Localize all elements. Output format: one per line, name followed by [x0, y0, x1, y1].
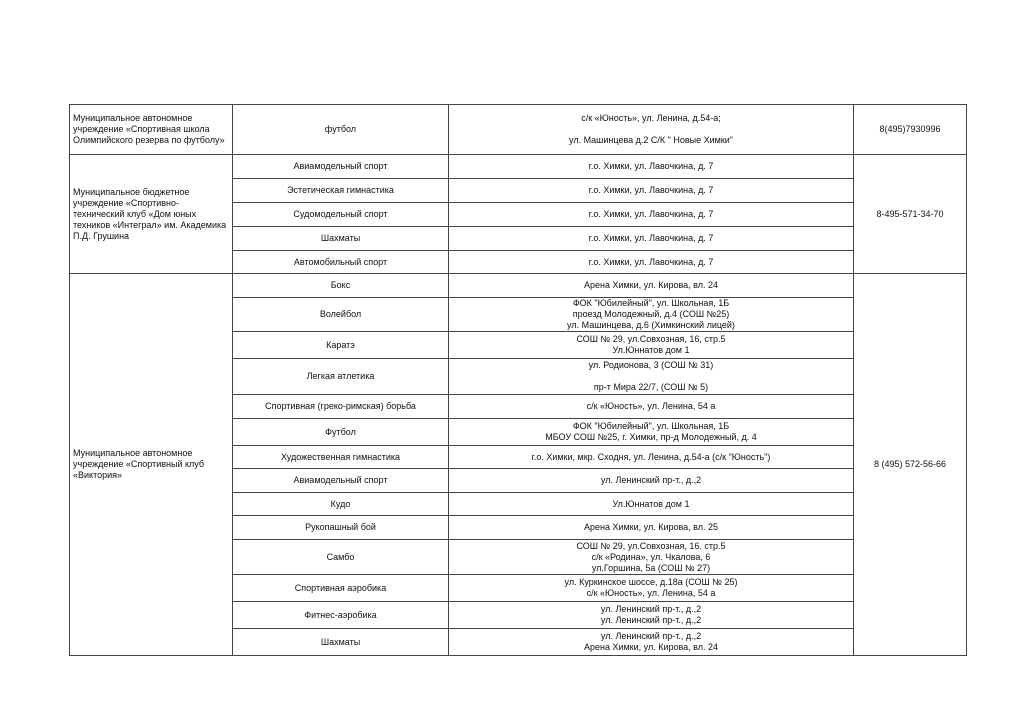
phone-cell: 8-495-571-34-70 — [854, 155, 967, 274]
address-cell — [449, 227, 854, 251]
address-line: Арена Химки, ул. Кирова, вл. 24 — [583, 280, 719, 290]
address-line: пр-т Мира 22/7, (СОШ № 5) — [593, 382, 709, 392]
address-line: ФОК "Юбилейный", ул. Школьная, 1Б — [572, 298, 730, 308]
sport-cell: Шахматы — [233, 227, 449, 251]
address-line: Ул.Юннатов дом 1 — [612, 498, 690, 509]
address-cell — [449, 298, 854, 332]
address-line: проезд Молодежный, д.4 (СОШ №25) — [572, 309, 730, 319]
address-cell — [449, 602, 854, 629]
address-line: с/к «Юность», ул. Ленина, 54 а — [586, 401, 716, 411]
address-line: с/к «Родина», ул. Чкалова, 6 — [591, 551, 711, 562]
sport-cell: Кудо — [233, 493, 449, 516]
phone-cell: 8 (495) 572-56-66 — [854, 274, 967, 656]
organization-name-cell: Муниципальное автономное учреждение «Спортивная школа Олимпийского резерва по футболу» — [70, 105, 233, 155]
phone-cell: 8(495)7930996 — [854, 105, 967, 155]
address-cell — [449, 155, 854, 179]
sport-cell: Футбол — [233, 419, 449, 446]
address-spacer — [452, 124, 850, 135]
address-line: г.о. Химки, ул. Лавочкина, д. 7 — [588, 161, 714, 171]
address-line: Ул.Юннатов дом 1 — [612, 345, 690, 355]
address-cell — [449, 105, 854, 155]
address-cell — [449, 419, 854, 446]
sport-cell: Художественная гимнастика — [233, 446, 449, 469]
sport-cell: Легкая атлетика — [233, 359, 449, 395]
address-line: Арена Химки, ул. Кирова, вл. 25 — [583, 522, 719, 532]
sport-cell: Спортивная аэробика — [233, 575, 449, 602]
sport-cell: Волейбол — [233, 298, 449, 332]
address-line: ул. Куркинское шоссе, д.18а (СОШ № 25) — [564, 577, 738, 587]
sport-cell: Спортивная (греко-римская) борьба — [233, 395, 449, 419]
table-row — [70, 155, 967, 179]
address-cell — [449, 359, 854, 395]
address-cell — [449, 516, 854, 540]
address-line: ул. Машинцева д.2 С/К " Новые Химки" — [569, 135, 733, 145]
address-line: ул. Родионова, 3 (СОШ № 31) — [588, 360, 714, 370]
address-line: ул. Ленинский пр-т., д.,2 — [600, 615, 702, 625]
address-line: ул. Ленинский пр-т., д.,2 — [600, 604, 702, 614]
address-cell — [449, 332, 854, 359]
sport-cell: Фитнес-аэробика — [233, 602, 449, 629]
address-cell — [449, 446, 854, 469]
address-cell — [449, 575, 854, 602]
sport-cell: Авиамодельный спорт — [233, 155, 449, 179]
sport-cell: Рукопашный бой — [233, 516, 449, 540]
sport-cell: Бокс — [233, 274, 449, 298]
address-line: СОШ № 29, ул.Совхозная, 16. стр.5 — [576, 540, 726, 551]
address-line: МБОУ СОШ №25, г. Химки, пр-д Молодежный, д. 4 — [545, 432, 757, 442]
table-row — [70, 105, 967, 155]
sport-cell: Автомобильный спорт — [233, 251, 449, 274]
organization-name-cell: Муниципальное автономное учреждение «Спортивный клуб «Виктория» — [70, 274, 233, 656]
address-line: г.о. Химки, ул. Лавочкина, д. 7 — [588, 233, 714, 243]
address-cell — [449, 274, 854, 298]
organization-name-cell: Муниципальное бюджетное учреждение «Спортивно-технический клуб «Дом юных техников «Интеграл» им. Академика П.Д. Грушина — [70, 155, 233, 274]
sports-schedule-table — [69, 104, 967, 656]
sport-cell: Самбо — [233, 540, 449, 575]
address-cell — [449, 493, 854, 516]
sport-cell: Эстетическая гимнастика — [233, 179, 449, 203]
address-line: Арена Химки, ул. Кирова, вл. 24 — [583, 642, 719, 652]
address-line: г.о. Химки, мкр. Сходня, ул. Ленина, д.54-а (с/к "Юность") — [531, 451, 771, 462]
address-cell — [449, 540, 854, 575]
address-line: г.о. Химки, ул. Лавочкина, д. 7 — [588, 209, 714, 219]
address-line: ул.Горшина, 5а (СОШ № 27) — [591, 562, 711, 573]
address-line: г.о. Химки, ул. Лавочкина, д. 7 — [588, 256, 714, 267]
address-spacer — [452, 371, 850, 382]
address-cell — [449, 469, 854, 493]
address-line: ул. Ленинский пр-т., д.,2 — [600, 475, 702, 485]
address-cell — [449, 251, 854, 274]
address-cell — [449, 395, 854, 419]
sport-cell: Шахматы — [233, 629, 449, 656]
sport-cell: Судомодельный спорт — [233, 203, 449, 227]
address-cell — [449, 629, 854, 656]
address-line: ул. Ленинский пр-т., д.,2 — [600, 631, 702, 641]
address-cell — [449, 203, 854, 227]
sport-cell: Авиамодельный спорт — [233, 469, 449, 493]
address-line: СОШ № 29, ул.Совхозная, 16, стр.5 — [576, 334, 726, 344]
address-line: ФОК "Юбилейный", ул. Школьная, 1Б — [572, 421, 730, 431]
address-line: г.о. Химки, ул. Лавочкина, д. 7 — [588, 185, 714, 195]
table-row — [70, 274, 967, 298]
address-line: ул. Машинцева, д.6 (Химкинский лицей) — [567, 320, 735, 330]
address-cell — [449, 179, 854, 203]
sport-cell: футбол — [233, 105, 449, 155]
sport-cell: Каратэ — [233, 332, 449, 359]
address-line: с/к «Юность», ул. Ленина, 54 а — [586, 588, 716, 598]
address-line: с/к «Юность», ул. Ленина, д.54-а; — [581, 113, 721, 123]
